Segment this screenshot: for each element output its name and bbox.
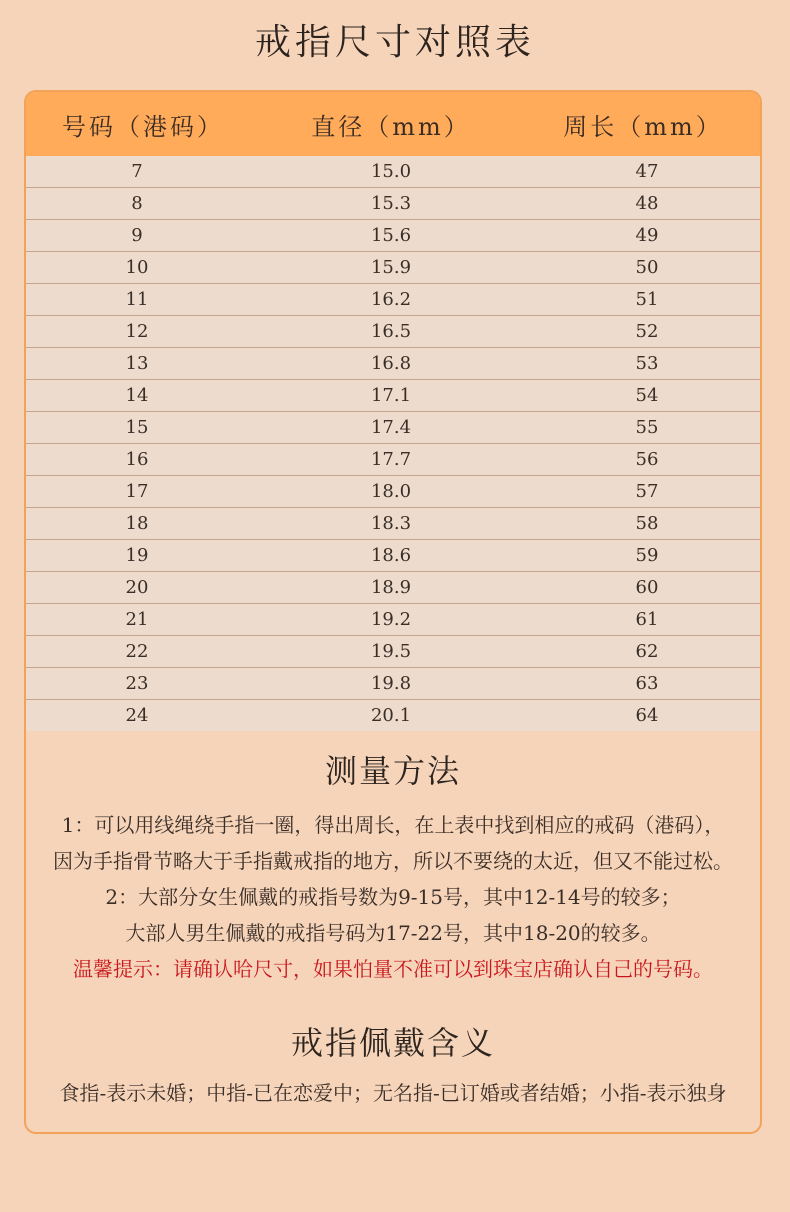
size-cell: 15 [125,417,149,438]
diameter-cell: 17.4 [370,417,412,438]
table-row [26,540,760,572]
diameter-cell: 17.7 [370,449,412,470]
header-circumference: 周长（mm） [563,112,723,141]
size-cell: 22 [125,641,149,662]
table-row [26,220,760,252]
measure-line-3: 2：大部分女生佩戴的戒指号数为9-15号，其中12-14号的较多； [105,885,681,909]
table-row [26,316,760,348]
circumference-cell: 64 [635,705,659,726]
table-row [26,252,760,284]
size-cell: 8 [131,193,143,214]
size-cell: 9 [131,225,143,246]
meaning-text: 食指-表示未婚；中指-已在恋爱中；无名指-已订婚或者结婚；小指-表示独身 [59,1081,727,1105]
circumference-cell: 50 [635,257,659,278]
table-header [26,92,760,156]
circumference-cell: 58 [635,513,659,534]
circumference-cell: 55 [635,417,659,438]
circumference-cell: 61 [635,609,659,630]
circumference-cell: 52 [635,321,659,342]
diameter-cell: 18.0 [370,481,412,502]
size-cell: 17 [125,481,149,502]
table-row [26,604,760,636]
meaning-title: 戒指佩戴含义 [290,1024,495,1062]
diameter-cell: 19.2 [370,609,412,630]
diameter-cell: 17.1 [370,385,412,406]
size-cell: 12 [125,321,149,342]
measure-title: 测量方法 [324,752,461,790]
table-row [26,348,760,380]
circumference-cell: 48 [635,193,659,214]
diameter-cell: 19.5 [370,641,412,662]
table-row [26,188,760,220]
circumference-cell: 54 [635,385,659,406]
diameter-cell: 18.9 [370,577,412,598]
diameter-cell: 16.5 [370,321,412,342]
circumference-cell: 47 [635,161,659,182]
table-row [26,636,760,668]
table-row [26,700,760,731]
circumference-cell: 51 [635,289,659,310]
size-cell: 14 [125,385,149,406]
size-cell: 10 [125,257,149,278]
size-cell: 20 [125,577,149,598]
size-cell: 21 [125,609,149,630]
circumference-cell: 56 [635,449,659,470]
diameter-cell: 16.2 [370,289,412,310]
size-cell: 11 [125,289,149,310]
table-row [26,444,760,476]
tip-text: 温馨提示：请确认哈尺寸，如果怕量不准可以到珠宝店确认自己的号码。 [73,957,713,981]
measure-line-2: 因为手指骨节略大于手指戴戒指的地方，所以不要绕的太近，但又不能过松。 [53,849,733,873]
header-diameter: 直径（mm） [311,112,471,141]
size-chart-card [24,90,762,1134]
table-row [26,284,760,316]
size-cell: 13 [125,353,149,374]
page-title: 戒指尺寸对照表 [254,22,535,63]
circumference-cell: 63 [635,673,659,694]
table-row [26,380,760,412]
table-row [26,412,760,444]
measure-line-1: 1：可以用线绳绕手指一圈，得出周长，在上表中找到相应的戒码（港码）， [61,813,725,837]
table-body [26,156,760,731]
measure-line-4: 大部人男生佩戴的戒指号码为17-22号，其中18-20的较多。 [125,921,661,945]
diameter-cell: 15.0 [370,161,412,182]
diameter-cell: 18.6 [370,545,412,566]
header-size: 号码（港码） [62,112,224,141]
circumference-cell: 57 [635,481,659,502]
circumference-cell: 49 [635,225,659,246]
circumference-cell: 60 [635,577,659,598]
diameter-cell: 15.6 [370,225,412,246]
size-cell: 24 [125,705,149,726]
table-row [26,508,760,540]
circumference-cell: 62 [635,641,659,662]
table-row [26,668,760,700]
table-row [26,156,760,188]
size-cell: 7 [131,161,143,182]
circumference-cell: 59 [635,545,659,566]
diameter-cell: 20.1 [370,705,412,726]
diameter-cell: 15.3 [370,193,412,214]
size-cell: 23 [125,673,149,694]
size-cell: 16 [125,449,149,470]
size-cell: 19 [125,545,149,566]
circumference-cell: 53 [635,353,659,374]
table-row [26,572,760,604]
table-row [26,476,760,508]
diameter-cell: 16.8 [370,353,412,374]
size-cell: 18 [125,513,149,534]
diameter-cell: 19.8 [370,673,412,694]
diameter-cell: 15.9 [370,257,412,278]
diameter-cell: 18.3 [370,513,412,534]
